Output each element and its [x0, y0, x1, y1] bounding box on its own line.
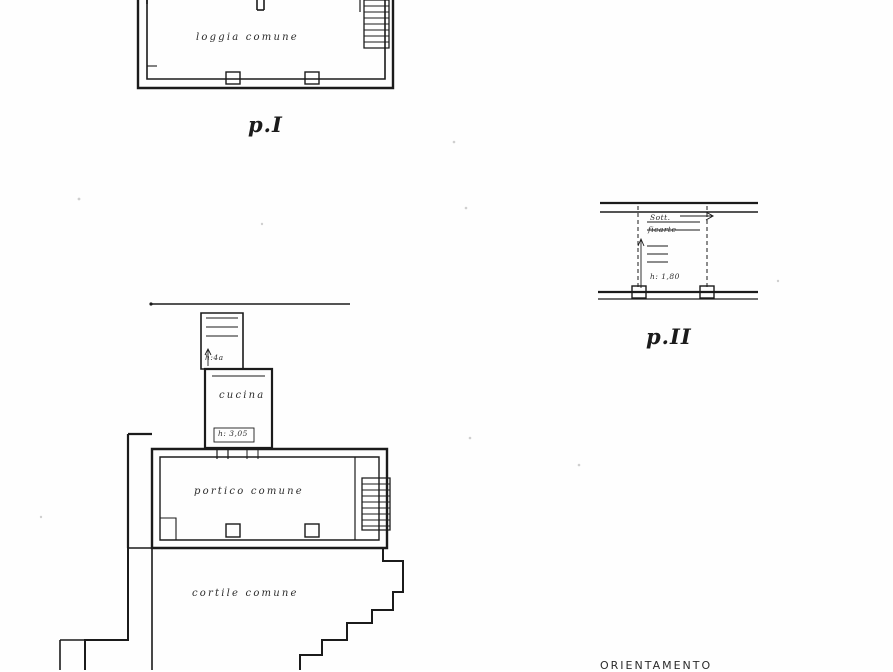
room-label-cucina: cucina [219, 390, 266, 401]
plan-p1-geometry [138, 0, 393, 88]
room-label-cortile-comune: cortile comune [192, 588, 299, 599]
label-sottotetto: Sott. [650, 213, 671, 222]
floor-title-p2: p.II [646, 324, 692, 349]
dimension-height-small: h:4a [205, 353, 224, 362]
room-label-portico-comune: portico comune [194, 486, 304, 497]
floor-title-p1: p.I [248, 112, 283, 137]
dimension-height-p2: h: 1,80 [650, 272, 680, 281]
orientation-label: ORIENTAMENTO [600, 659, 713, 672]
label-ficarte: ficarte [648, 225, 677, 234]
dimension-height-cucina: h: 3,05 [218, 429, 248, 438]
plan-p2-geometry [598, 203, 758, 299]
room-label-loggia-comune: loggia comune [196, 32, 299, 43]
